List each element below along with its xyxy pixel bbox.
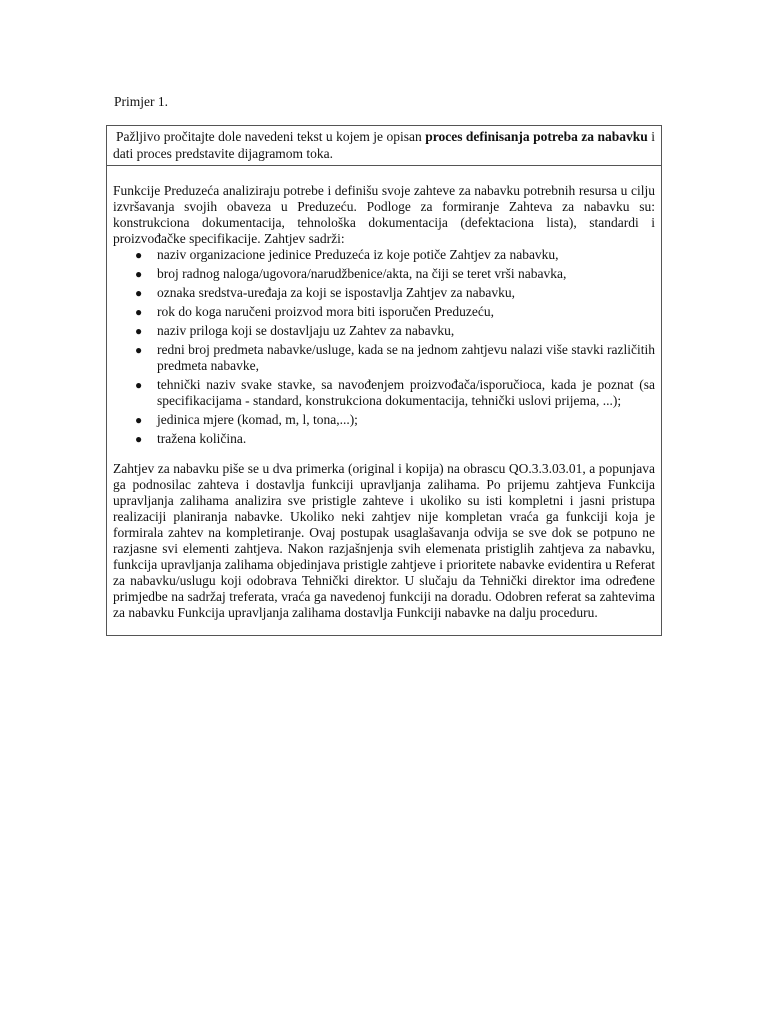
bullet-icon: ● — [135, 305, 143, 319]
list-item — [113, 285, 655, 301]
bullet-icon: ● — [135, 413, 143, 427]
bullet-icon: ● — [135, 378, 143, 392]
procedure-paragraph: Zahtjev za nabavku piše se u dva primerka (original i kopija) na obrascu QO.3.3.03.01, a popunjava ga podnosilac zahteva i dostavlja funkciji upravljanja zalihama. Po prijemu zahtjeva Funkcija upravljanja zalihama analizira sve pristigle zahteve i ukoliko su isti kompletni i jasni pristupa realizaciji planiranja nabavke. Ukoliko neki zahtjev nije kompletan vraća ga funkciji koja je formirala zahtev na kompletiranje. Ovaj postupak usaglašavanja odvija se sve dok se potpuno ne razjasne svi elementi zahtjeva. Nakon razjašnjenja svih elemenata pristiglih zahtjeva za nabavku, funkcija upravljanja zalihama objedinjava pristigle zahtjeve i prioritete nabavke evidentira u Referat za nabavku/uslugu koji odobrava Tehnički direktor. U slučaju da Tehnički direktor ima određene primjedbe na sadržaj treferata, vraća ga navedenoj funkciji na doradu. Odobren referat sa zahtevima za nabavku Funkcija upravljanja zalihama dostavlja Funkciji nabavke na dalju proceduru. — [113, 461, 655, 620]
list-item-text: broj radnog naloga/ugovora/narudžbenice/akta, na čiji se teret vrši nabavka, — [157, 266, 567, 281]
list-item-text: tehnički naziv svake stavke, sa navođenjem proizvođača/isporučioca, kada je poznat (sa specifikacijama - standard, konstrukciona dokumentacija, tehnički uslovi prijema, ...); — [157, 377, 655, 408]
list-item-text: jedinica mjere (komad, m, l, tona,...); — [157, 412, 358, 427]
bullet-icon: ● — [135, 432, 143, 446]
instruction-tail: i dati proces predstavite dijagramom toka. — [113, 129, 655, 161]
task-box — [106, 125, 662, 636]
instruction-lead: Pažljivo pročitajte dole navedeni tekst u kojem je opisan — [116, 129, 426, 144]
intro-paragraph: Funkcije Preduzeća analiziraju potrebe i definišu svoje zahteve za nabavku potrebnih resursa u cilju izvršavanja svojih obaveza u Preduzeću. Podloge za formiranje Zahteva za nabavku su: konstrukciona dokumentacija, tehnološka dokumentacija (defektaciona lista), standardi i proizvođačke specifikacije. Zahtjev sadrži: — [113, 183, 655, 246]
example-heading: Primjer 1. — [114, 94, 168, 109]
bullet-icon: ● — [135, 343, 143, 357]
list-item-text: oznaka sredstva-uređaja za koji se ispostavlja Zahtjev za nabavku, — [157, 285, 515, 300]
list-item — [113, 377, 655, 409]
list-item-text: naziv priloga koji se dostavljaju uz Zahtev za nabavku, — [157, 323, 455, 338]
bullet-icon: ● — [135, 324, 143, 338]
list-item — [113, 342, 655, 374]
list-item — [113, 431, 655, 447]
list-item — [113, 266, 655, 282]
bullet-icon: ● — [135, 286, 143, 300]
list-item — [113, 247, 655, 263]
instruction-emphasis: proces definisanja potreba za nabavku — [425, 129, 648, 144]
list-item-text: tražena količina. — [157, 431, 247, 446]
task-instruction — [107, 126, 661, 166]
requirements-list — [113, 247, 655, 447]
bullet-icon: ● — [135, 267, 143, 281]
list-item-text: rok do koga naručeni proizvod mora biti isporučen Preduzeću, — [157, 304, 495, 319]
list-item-text: naziv organizacione jedinice Preduzeća iz koje potiče Zahtjev za nabavku, — [157, 247, 559, 262]
list-item — [113, 323, 655, 339]
list-item — [113, 412, 655, 428]
bullet-icon: ● — [135, 248, 143, 262]
task-body — [107, 166, 661, 635]
list-item — [113, 304, 655, 320]
list-item-text: redni broj predmeta nabavke/usluge, kada se na jednom zahtjevu nalazi više stavki različitih predmeta nabavke, — [157, 342, 655, 373]
